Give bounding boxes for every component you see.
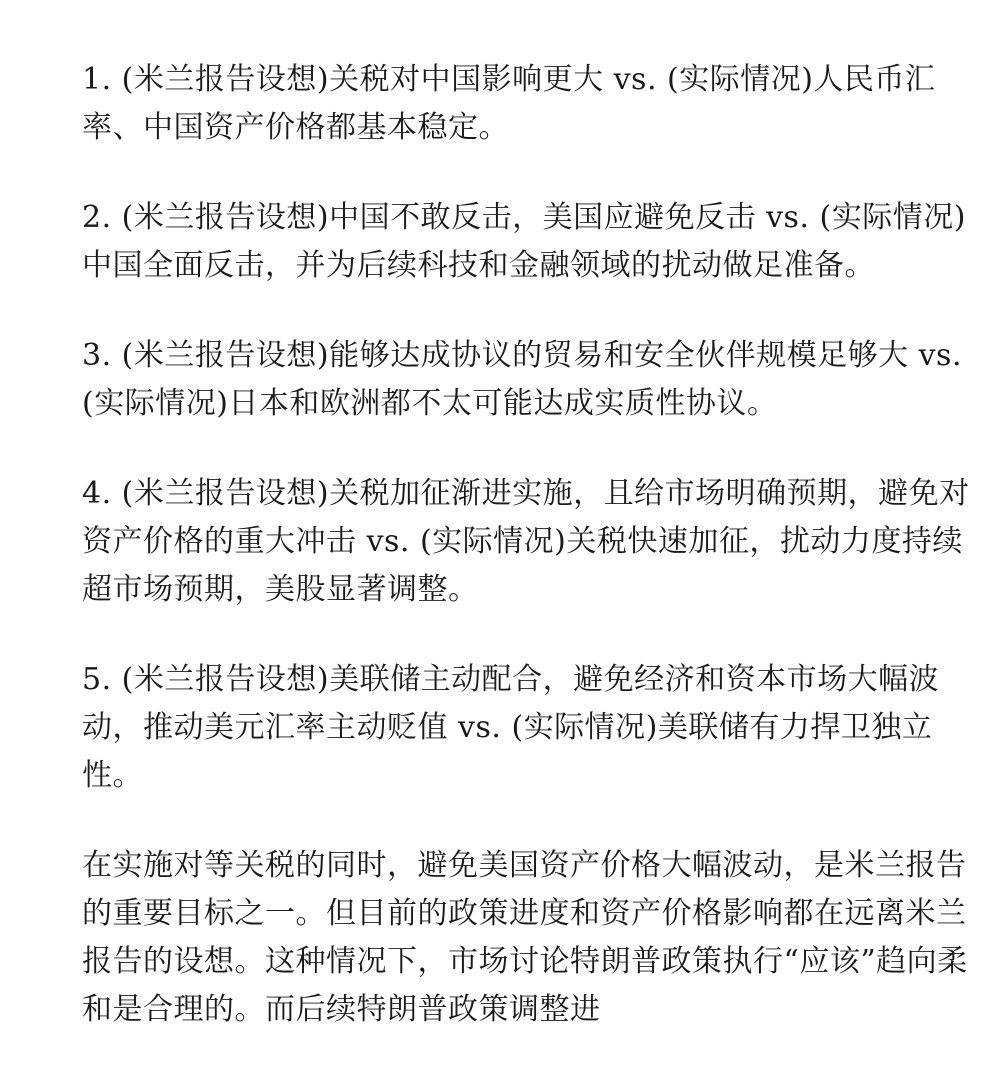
- point-1-paragraph: 1. (米兰报告设想)关税对中国影响更大 vs. (实际情况)人民币汇率、中国资产价格都基本稳定。: [82, 62, 936, 145]
- point-3-paragraph: 3. (米兰报告设想)能够达成协议的贸易和安全伙伴规模足够大 vs. (实际情况)日本和欧洲都不太可能达成实质性协议。: [82, 338, 962, 421]
- point-5-paragraph: 5. (米兰报告设想)美联储主动配合，避免经济和资本市场大幅波动，推动美元汇率主动贬值 vs. (实际情况)美联储有力捍卫独立性。: [82, 662, 940, 793]
- point-2-paragraph: 2. (米兰报告设想)中国不敢反击，美国应避免反击 vs. (实际情况)中国全面反击，并为后续科技和金融领域的扰动做足准备。: [82, 200, 966, 283]
- article-body: [82, 56, 970, 1076]
- summary-paragraph: 在实施对等关税的同时，避免美国资产价格大幅波动，是米兰报告的重要目标之一。但目前的政策进度和资产价格影响都在远离米兰报告的设想。这种情况下，市场讨论特朗普政策执行“应该”趋向柔和是合理的。而后续特朗普政策调整进: [82, 848, 968, 1027]
- point-4-paragraph: 4. (米兰报告设想)关税加征渐进实施，且给市场明确预期，避免对资产价格的重大冲击 vs. (实际情况)关税快速加征，扰动力度持续超市场预期，美股显著调整。: [82, 476, 970, 607]
